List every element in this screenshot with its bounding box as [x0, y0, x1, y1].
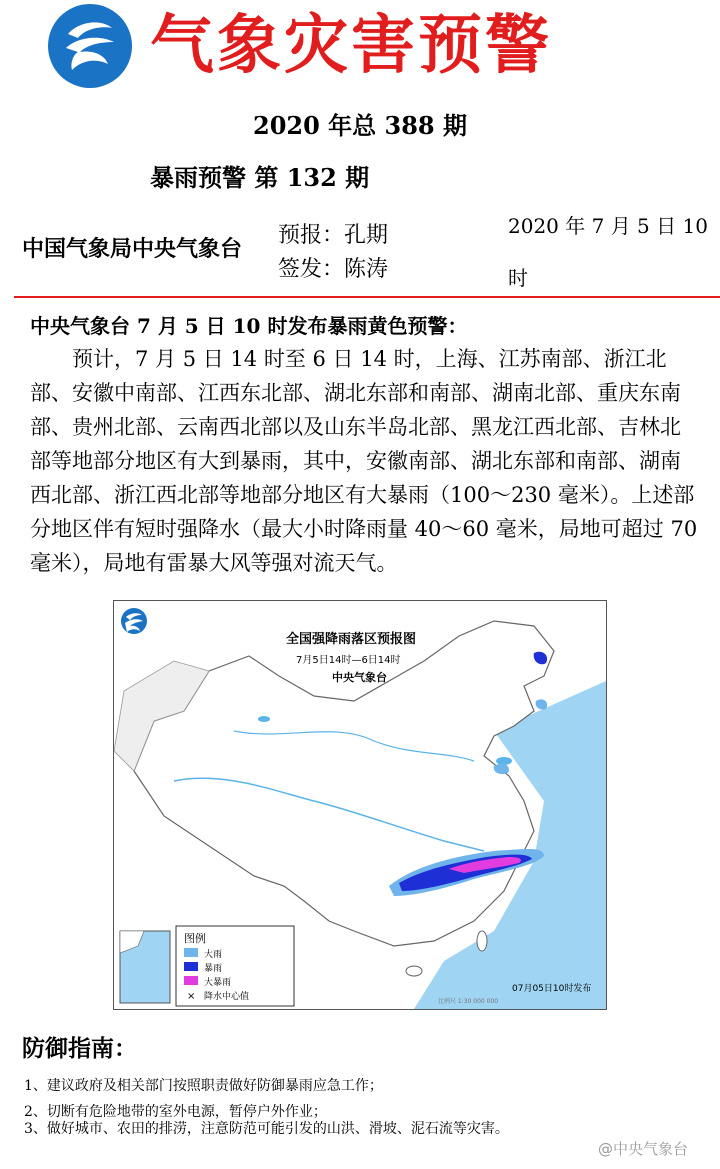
rainfall-forecast-map — [113, 600, 607, 1010]
issue-date-continued: 时 — [508, 266, 528, 290]
guide-item: 1、建议政府及相关部门按照职责做好防御暴雨应急工作； — [24, 1078, 383, 1094]
guide-item: 2、切断有危险地带的室外电源，暂停户外作业； — [24, 1104, 327, 1120]
cma-emblem-icon — [48, 4, 132, 88]
map-graphic — [114, 601, 606, 1009]
weibo-watermark: @中央气象台 — [598, 1140, 689, 1158]
svg-text:大暴雨: 大暴雨 — [204, 978, 232, 988]
defense-guide-title: 防御指南： — [22, 1035, 137, 1062]
issue-number-rainstorm: 暴雨预警 第 132 期 — [150, 163, 370, 192]
map-time-range: 7月5日14时—6日14时 — [296, 655, 401, 666]
map-source: 中央气象台 — [332, 671, 387, 684]
map-issued-time: 07月05日10时发布 — [512, 984, 592, 994]
svg-text:大雨: 大雨 — [204, 950, 223, 960]
warning-headline: 中央气象台 7 月 5 日 10 时发布暴雨黄色预警： — [30, 314, 468, 338]
issue-number-total: 2020 年总 388 期 — [253, 111, 467, 140]
issuer: 签发：陈涛 — [278, 257, 389, 282]
issuing-agency: 中国气象局中央气象台 — [22, 236, 243, 262]
cma-logo — [48, 4, 132, 88]
document-title: 气象灾害预警 — [150, 9, 552, 83]
header-divider — [14, 296, 720, 298]
svg-text:降水中心值: 降水中心值 — [204, 992, 250, 1002]
warning-body: 预计，7 月 5 日 14 时至 6 日 14 时，上海、江苏南部、浙江北部、安徽中南部、江西东北部、湖北东部和南部、湖南北部、重庆东南部、贵州北部、云南西北部以及山东半岛北部、黑龙江西北部、吉林北部等地部分地区有大到暴雨，其中，安徽南部、湖北东部和南部、湖南西北部、浙江西北部等地部分地区有大暴雨（100～230 毫米）。上述部分地区伴有短时强降水（最大小时降雨量 40～60 毫米，局地可超过 70 毫米），局地有雷暴大风等强对流天气。 — [30, 347, 698, 575]
svg-text:×: × — [187, 991, 196, 1002]
guide-item: 3、做好城市、农田的排涝，注意防范可能引发的山洪、滑坡、泥石流等灾害。 — [24, 1121, 509, 1137]
issue-date: 2020 年 7 月 5 日 10 — [508, 214, 708, 238]
map-title: 全国强降雨落区预报图 — [286, 632, 417, 647]
forecaster: 预报：孔期 — [278, 223, 389, 248]
map-scale-note: 比例尺 1:30 000 000 — [438, 998, 499, 1005]
legend-title: 图例 — [184, 932, 206, 945]
svg-text:暴雨: 暴雨 — [204, 964, 223, 974]
